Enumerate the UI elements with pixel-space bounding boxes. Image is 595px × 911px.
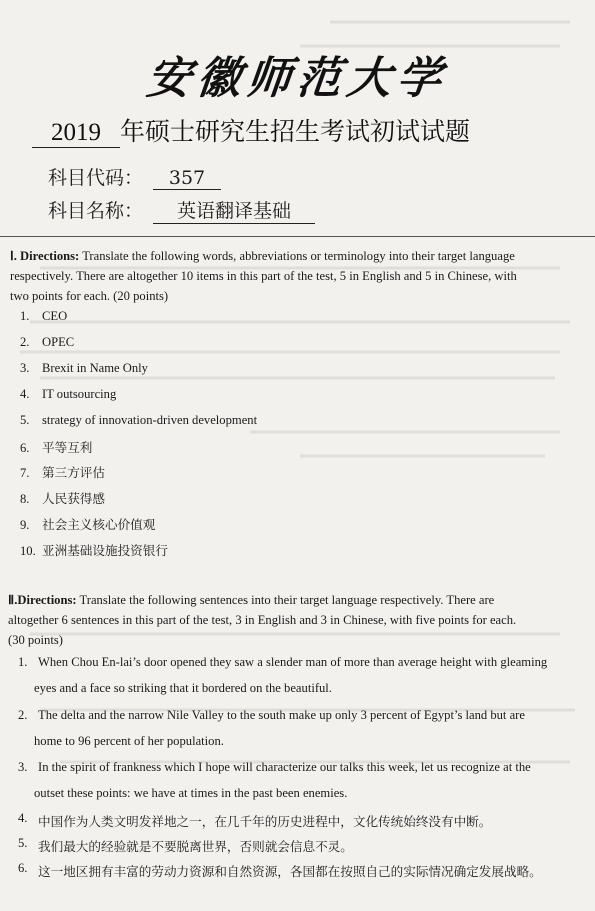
list-item: 4. IT outsourcing [20, 387, 117, 401]
subject-name-row [48, 196, 315, 224]
list-item: 6. 平等互利 [20, 441, 93, 455]
list-item: 1. CEO [20, 309, 68, 323]
subject-name-label: 科目名称： [48, 200, 144, 222]
section2-directions-line2: altogether 6 sentences in this part of the test, 3 in English and 3 in Chinese, with five points for each. [8, 613, 517, 627]
subject-code-label: 科目代码： [48, 167, 144, 189]
list-item: 3. Brexit in Name Only [20, 361, 148, 375]
exam-title [32, 112, 470, 148]
list-item: 2. OPEC [20, 335, 75, 349]
subject-code: 357 [153, 167, 221, 190]
list-item: 7. 第三方评估 [20, 466, 105, 480]
section2-directions-label: Directions: [17, 593, 77, 607]
list-item: 9. 社会主义核心价值观 [20, 518, 156, 532]
exam-title-text: 年硕士研究生招生考试初试试题 [120, 117, 471, 146]
section2-directions-line1: Translate the following sentences into their target language respectively. There are [79, 593, 495, 607]
section2-directions-line3: (30 points) [8, 633, 63, 647]
list-item: 10. 亚洲基础设施投资银行 [20, 544, 168, 558]
subject-name: 英语翻译基础 [153, 196, 315, 224]
subject-code-row [48, 163, 221, 190]
section1-directions [10, 246, 582, 306]
section2-directions [8, 590, 583, 650]
exam-year: 2019 [32, 119, 120, 148]
section1-directions-line3: two points for each. (20 points) [10, 289, 169, 303]
header-divider [0, 236, 595, 237]
section1-directions-label: Directions: [20, 249, 80, 263]
section1-directions-line2: respectively. There are altogether 10 items in this part of the test, 5 in English and 5 in Chinese, with [10, 269, 517, 283]
section1-directions-line1: Translate the following words, abbreviations or terminology into their target language [82, 249, 515, 263]
list-item: 5. strategy of innovation-driven development [20, 413, 258, 427]
list-item: 8. 人民获得感 [20, 492, 105, 506]
university-name: 安徽师范大学 [144, 53, 450, 104]
section1-numeral: Ⅰ. [10, 249, 17, 263]
section2-numeral: Ⅱ. [8, 593, 18, 607]
